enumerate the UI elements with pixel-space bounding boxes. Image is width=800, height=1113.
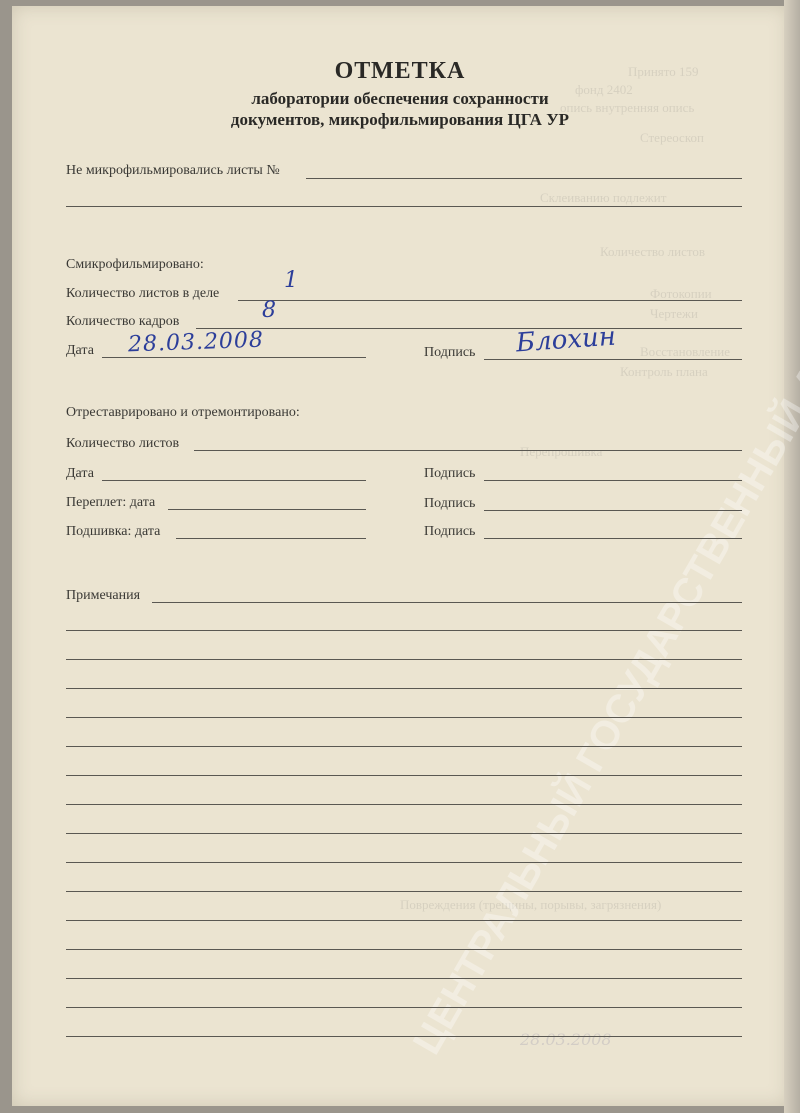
notes-line[interactable] [66,688,742,689]
sheets-in-file-value: 1 [284,268,298,293]
film-signature-value: Блохин [515,321,617,359]
not-filmed-field-continued[interactable] [66,206,742,207]
binding-signature-label: Подпись [424,496,476,511]
binding-date-label: Переплет: дата [66,495,156,510]
scanner-edge [784,0,800,1113]
restored-sheets-label: Количество листов [66,436,180,451]
bleed-line: Чертежи [650,306,698,321]
form-title: ОТМЕТКА [334,58,466,84]
not-filmed-label: Не микрофильмировались листы № [66,163,280,178]
restored-heading: Отреставрировано и отремонтировано: [66,405,300,420]
stitching-signature-label: Подпись [424,524,476,539]
microfilmed-heading: Смикрофильмировано: [66,257,204,272]
restored-signature-field[interactable] [484,480,742,481]
bleed-line: Повреждения (трещины, порывы, загрязнения) [400,897,662,912]
bleed-line: Склеиванию подлежит [540,190,667,205]
form-subtitle-1: лаборатории обеспечения сохранности [251,89,549,108]
frames-count-label: Количество кадров [66,314,180,329]
bleed-line: фонд 2402 [575,82,633,97]
notes-line[interactable] [66,862,742,863]
bleed-line: Перепрошивка [520,444,603,459]
stitching-signature-field[interactable] [484,538,742,539]
restored-date-label: Дата [66,466,94,481]
sheets-in-file-label: Количество листов в деле [66,286,220,301]
restored-signature-label: Подпись [424,466,476,481]
frames-count-value: 8 [262,298,276,323]
notes-line[interactable] [66,920,742,921]
notes-line[interactable] [66,833,742,834]
notes-line[interactable] [66,659,742,660]
bleed-line: Принято 159 [628,64,699,79]
restored-sheets-field[interactable] [194,450,742,451]
bleed-line: Контроль плана [620,364,708,379]
bleed-handwriting: 28.03.2008 [520,1030,612,1049]
binding-date-field[interactable] [168,509,366,510]
sheets-in-file-field[interactable] [238,300,742,301]
not-filmed-field[interactable] [306,178,742,179]
bleed-line: Фотокопии [650,286,712,301]
notes-line[interactable] [66,746,742,747]
restored-date-field[interactable] [102,480,366,481]
bleed-line: Количество листов [600,244,706,259]
film-date-field[interactable] [102,357,366,358]
stitching-date-field[interactable] [176,538,366,539]
notes-line[interactable] [66,978,742,979]
notes-label: Примечания [66,588,141,603]
notes-line[interactable] [66,630,742,631]
notes-line[interactable] [66,949,742,950]
notes-line[interactable] [66,1007,742,1008]
film-date-value: 28.03.2008 [127,327,265,358]
stitching-date-label: Подшивка: дата [66,524,161,539]
notes-line[interactable] [66,1036,742,1037]
film-signature-label: Подпись [424,345,476,360]
archive-watermark: ЦЕНТРАЛЬНЫЙ ГОСУДАРСТВЕННЫЙ [404,392,800,1062]
frames-count-field[interactable] [196,328,742,329]
notes-line[interactable] [66,804,742,805]
notes-line[interactable] [66,717,742,718]
film-date-label: Дата [66,343,94,358]
notes-line[interactable] [66,891,742,892]
bleed-line: Стереоскоп [640,130,704,145]
binding-signature-field[interactable] [484,510,742,511]
notes-field[interactable] [152,602,742,603]
bleed-line: опись внутренняя опись [560,100,695,115]
bleed-line: Восстановление [640,344,731,359]
notes-line[interactable] [66,775,742,776]
form-subtitle-2: документов, микрофильмирования ЦГА УР [230,110,570,129]
film-signature-field[interactable] [484,359,742,360]
